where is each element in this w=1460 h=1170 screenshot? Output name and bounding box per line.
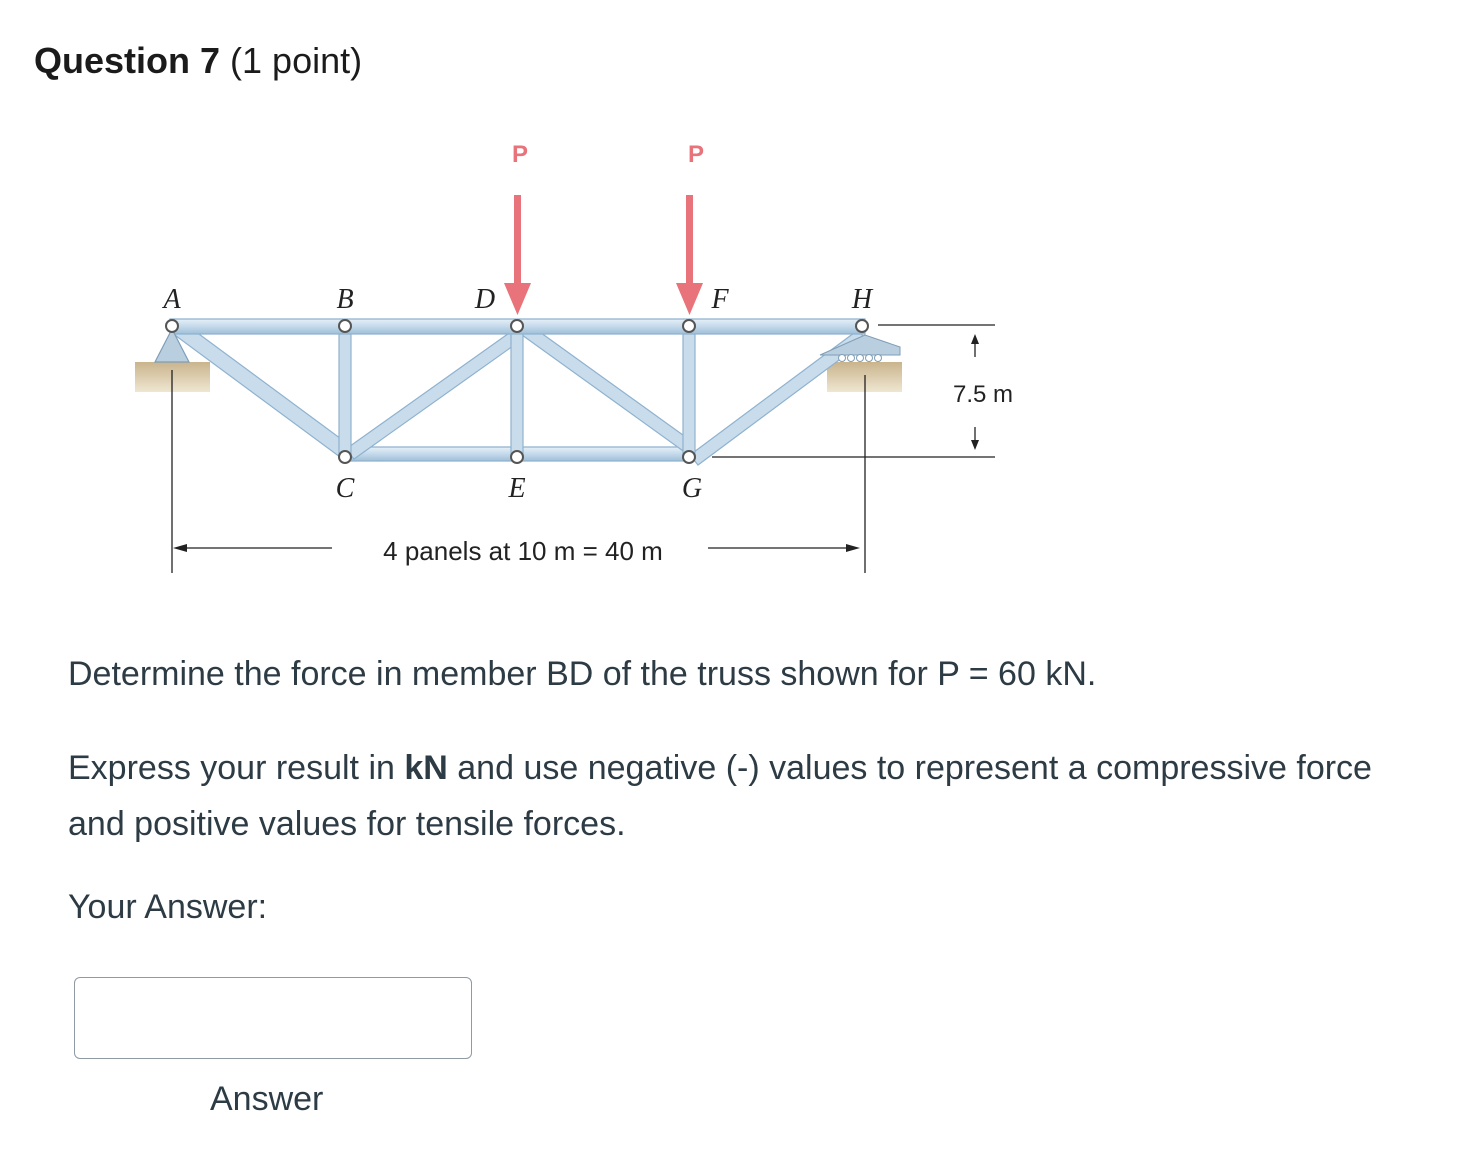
member-fg [683, 330, 695, 454]
instructions-unit: kN [404, 749, 448, 787]
question-title: Question 7 [34, 40, 221, 81]
span-dimension-label: 4 panels at 10 m = 40 m [383, 536, 663, 566]
load-arrow-f [676, 195, 703, 315]
member-de [511, 330, 523, 454]
instructions-text-post: and use negative (-) values to represent a compressive force and positive values for tensile forces. [68, 749, 1372, 843]
span-arrowhead-right [846, 544, 860, 552]
load-label-2: P [687, 141, 705, 168]
node-label-d: D [474, 284, 496, 315]
joint-h [856, 320, 868, 332]
member-dg [522, 325, 694, 453]
answer-field-label: Answer [210, 1080, 324, 1118]
node-label-b: B [336, 284, 354, 315]
joint-a [166, 320, 178, 332]
joint-e [511, 451, 523, 463]
your-answer-label: Your Answer: [68, 888, 268, 926]
node-label-c: C [335, 473, 355, 504]
joint-c [339, 451, 351, 463]
joint-f [683, 320, 695, 332]
height-dimension-label: 7.5 m [952, 381, 1014, 408]
member-eg [520, 447, 692, 461]
question-header [34, 40, 362, 82]
load-arrow-d [504, 195, 531, 315]
load-label-1: P [511, 141, 529, 168]
instructions-text-pre: Express your result in [68, 749, 405, 787]
joint-g [683, 451, 695, 463]
truss-members [168, 319, 866, 465]
node-label-f: F [711, 284, 729, 315]
node-label-g: G [681, 473, 703, 504]
question-points: (1 point) [230, 40, 363, 81]
member-bc [339, 330, 351, 454]
joint-d [511, 320, 523, 332]
question-prompt: Determine the force in member BD of the truss shown for P = 60 kN. [68, 655, 1097, 693]
node-label-e: E [508, 473, 526, 504]
height-arrowhead-down [971, 440, 979, 450]
joint-b [339, 320, 351, 332]
question-instructions [68, 740, 1438, 852]
height-arrowhead-up [971, 334, 979, 344]
node-label-a: A [163, 284, 181, 315]
node-label-h: H [851, 284, 873, 315]
span-arrowhead-left [173, 544, 187, 552]
answer-input[interactable] [74, 977, 472, 1059]
truss-figure [120, 125, 1060, 595]
member-ce-diag [346, 331, 520, 459]
